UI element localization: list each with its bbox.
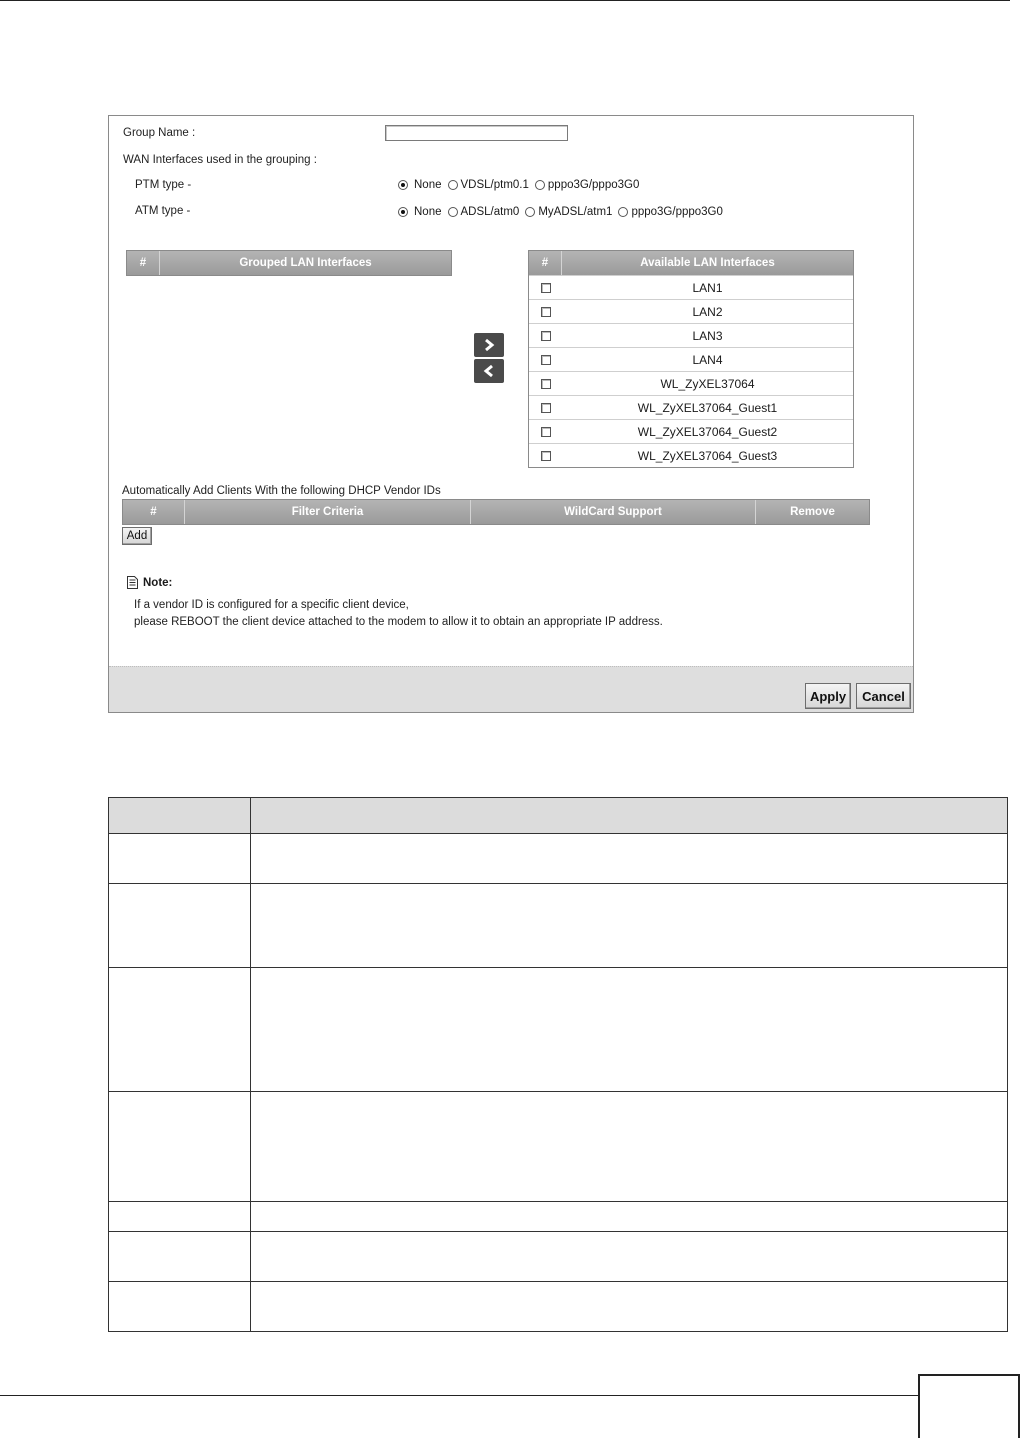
desc-header-cell — [251, 798, 1008, 834]
available-lan-header — [529, 251, 853, 275]
atm-option-pppo3g[interactable]: pppo3G/pppo3G0 — [618, 206, 722, 218]
ptm-type-label: PTM type - — [135, 179, 192, 191]
radio-icon[interactable] — [448, 207, 458, 217]
chevron-left-icon — [482, 364, 496, 378]
lan-row — [529, 299, 853, 323]
radio-icon[interactable] — [525, 207, 535, 217]
atm-option-myadsl[interactable]: MyADSL/atm1 — [525, 206, 612, 218]
wan-interfaces-heading: WAN Interfaces used in the grouping : — [123, 154, 317, 166]
group-name-input[interactable] — [385, 125, 568, 141]
desc-header-row — [109, 798, 1008, 834]
desc-row — [109, 1092, 1008, 1202]
cancel-button[interactable]: Cancel — [856, 683, 911, 709]
radio-icon[interactable] — [618, 207, 628, 217]
grouped-lan-header — [127, 251, 451, 275]
apply-button[interactable]: Apply — [805, 683, 851, 709]
top-rule — [0, 0, 1010, 1]
field-description-table — [108, 797, 1008, 1332]
atm-type-radio-group — [398, 206, 729, 218]
dhcp-col-remove: Remove — [790, 506, 835, 518]
lan-row — [529, 323, 853, 347]
desc-row — [109, 1202, 1008, 1232]
atm-option-adsl[interactable]: ADSL/atm0 — [448, 206, 520, 218]
lan-row — [529, 371, 853, 395]
lan-row — [529, 395, 853, 419]
grouped-lan-table — [126, 250, 452, 276]
chevron-right-icon — [482, 338, 496, 352]
radio-icon[interactable] — [448, 180, 458, 190]
interface-grouping-panel — [108, 115, 914, 713]
lan-row — [529, 443, 853, 467]
dhcp-vendor-heading: Automatically Add Clients With the following DHCP Vendor IDs — [122, 485, 441, 497]
page-number-box — [918, 1374, 1020, 1438]
lan-checkbox[interactable] — [541, 379, 551, 389]
radio-selected-icon[interactable] — [398, 180, 408, 190]
ptm-option-pppo3g[interactable]: pppo3G/pppo3G0 — [535, 179, 639, 191]
lan-row — [529, 347, 853, 371]
dhcp-vendor-header — [123, 500, 869, 524]
available-col-name: Available LAN Interfaces — [640, 257, 775, 269]
dhcp-vendor-table — [122, 499, 870, 525]
note-line-1: If a vendor ID is configured for a specific client device, — [134, 599, 409, 611]
lan-row — [529, 275, 853, 299]
ptm-type-radio-group — [398, 179, 645, 191]
lan-name: WL_ZyXEL37064_Guest3 — [637, 448, 778, 463]
desc-row — [109, 968, 1008, 1092]
lan-checkbox[interactable] — [541, 283, 551, 293]
lan-checkbox[interactable] — [541, 403, 551, 413]
lan-name: WL_ZyXEL37064_Guest2 — [637, 424, 778, 439]
atm-option-none[interactable]: None — [398, 206, 442, 218]
move-right-button[interactable] — [474, 333, 504, 357]
grouped-col-name: Grouped LAN Interfaces — [239, 257, 372, 269]
desc-header-cell — [109, 798, 251, 834]
desc-row — [109, 1232, 1008, 1282]
lan-name: WL_ZyXEL37064 — [660, 376, 755, 391]
lan-name: WL_ZyXEL37064_Guest1 — [637, 400, 778, 415]
lan-name: LAN2 — [692, 304, 723, 319]
lan-checkbox[interactable] — [541, 307, 551, 317]
grouped-col-num: # — [127, 251, 160, 275]
dhcp-col-wildcard: WildCard Support — [471, 500, 756, 524]
dhcp-col-filter: Filter Criteria — [185, 500, 471, 524]
group-name-label: Group Name : — [123, 127, 196, 139]
lan-name: LAN4 — [692, 352, 723, 367]
desc-row — [109, 1282, 1008, 1332]
lan-checkbox[interactable] — [541, 451, 551, 461]
bottom-rule — [0, 1395, 920, 1396]
ptm-option-vdsl[interactable]: VDSL/ptm0.1 — [448, 179, 529, 191]
lan-name: LAN3 — [692, 328, 723, 343]
button-bar — [109, 666, 913, 712]
note-line-2: please REBOOT the client device attached to the modem to allow it to obtain an appropriate IP address. — [134, 616, 663, 628]
add-button[interactable]: Add — [122, 527, 152, 545]
ptm-option-none[interactable]: None — [398, 179, 442, 191]
dhcp-col-num: # — [123, 500, 185, 524]
desc-row — [109, 834, 1008, 884]
move-left-button[interactable] — [474, 359, 504, 383]
lan-checkbox[interactable] — [541, 427, 551, 437]
atm-type-label: ATM type - — [135, 205, 191, 217]
note-title: Note: — [143, 577, 173, 589]
lan-row — [529, 419, 853, 443]
radio-icon[interactable] — [535, 180, 545, 190]
lan-checkbox[interactable] — [541, 331, 551, 341]
available-lan-table — [528, 250, 854, 468]
note-icon — [127, 576, 138, 592]
radio-selected-icon[interactable] — [398, 207, 408, 217]
desc-row — [109, 884, 1008, 968]
available-col-num: # — [529, 251, 562, 275]
lan-name: LAN1 — [692, 280, 723, 295]
lan-checkbox[interactable] — [541, 355, 551, 365]
